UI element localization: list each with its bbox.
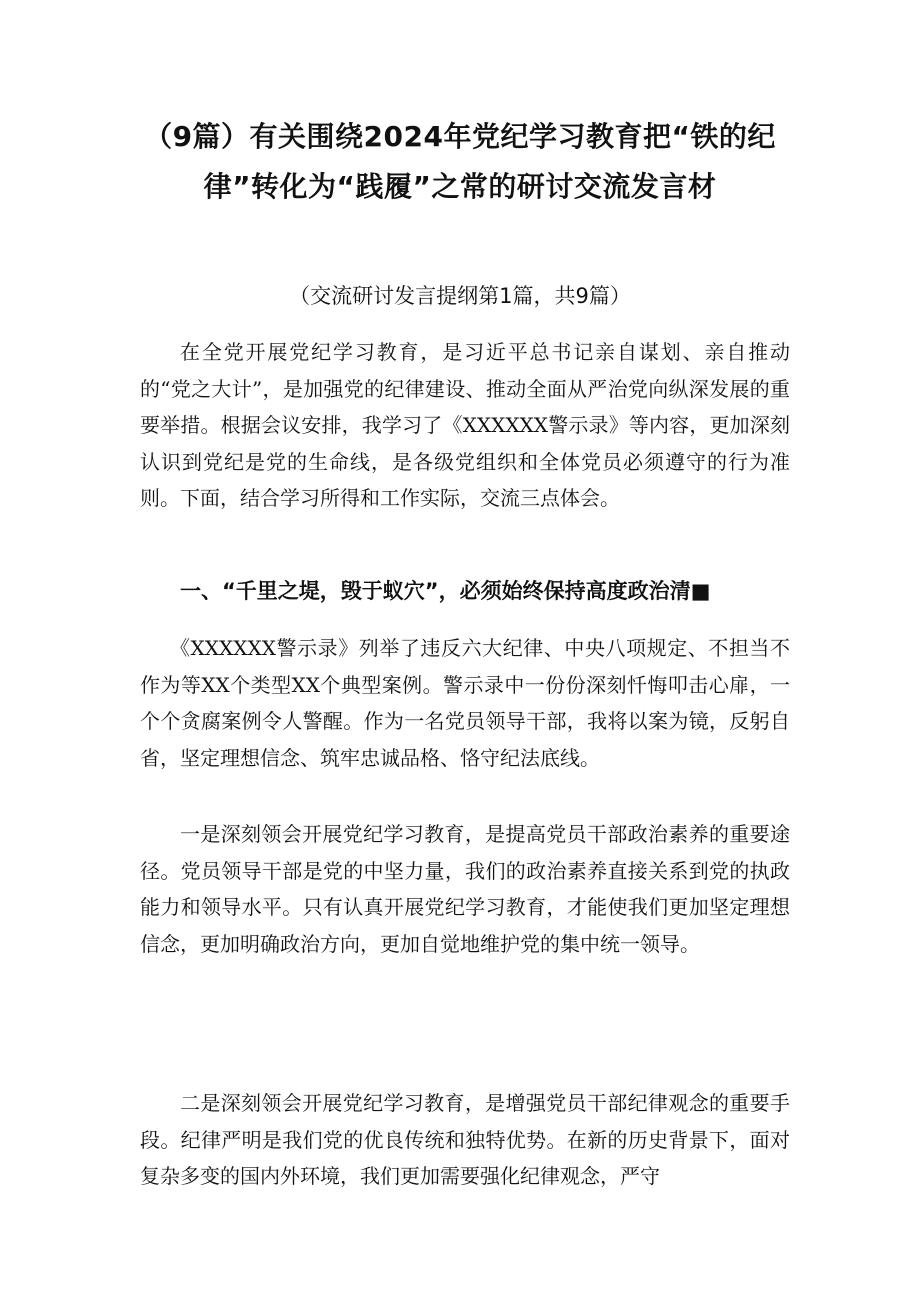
document-title: （9篇）有关围绕2024年党纪学习教育把“铁的纪律”转化为“践履”之常的研讨交流发言材 <box>144 120 776 203</box>
section-heading-one: 一、“千里之堤，毁于蚁穴”，必须始终保持高度政治清■ <box>180 579 711 603</box>
document-subtitle: （交流研讨发言提纲第1篇，共9篇） <box>289 284 631 308</box>
body-paragraph-intro: 在全党开展党纪学习教育，是习近平总书记亲自谋划、亲自推动的“党之大计”，是加强党的纪律建设、推动全面从严治党向纵深发展的重要举措。根据会议安排，我学习了《XXXXXX警示录》等内容，更加深刻认识到党纪是党的生命线，是各级党组织和全体党员必须遵守的行为准则。下面，结合学习所得和工作实际，交流三点体会。 <box>140 340 790 510</box>
body-paragraph-point-one: 一是深刻领会开展党纪学习教育，是提高党员干部政治素养的重要途径。党员领导干部是党的中坚力量，我们的政治素养直接关系到党的执政能力和领导水平。只有认真开展党纪学习教育，才能使我们更加坚定理想信念，更加明确政治方向，更加自觉地维护党的集中统一领导。 <box>140 822 790 956</box>
body-paragraph-warning-record: 《XXXXXX警示录》列举了违反六大纪律、中央八项规定、不担当不作为等XX个类型XX个典型案例。警示录中一份份深刻忏悔叩击心扉，一个个贪腐案例令人警醒。作为一名党员领导干部，我将以案为镜，反躬自省，坚定理想信念、筑牢忠诚品格、恪守纪法底线。 <box>140 636 790 770</box>
body-paragraph-point-two: 二是深刻领会开展党纪学习教育，是增强党员干部纪律观念的重要手段。纪律严明是我们党的优良传统和独特优势。在新的历史背景下，面对复杂多变的国内外环境，我们更加需要强化纪律观念，严守 <box>140 1091 790 1188</box>
